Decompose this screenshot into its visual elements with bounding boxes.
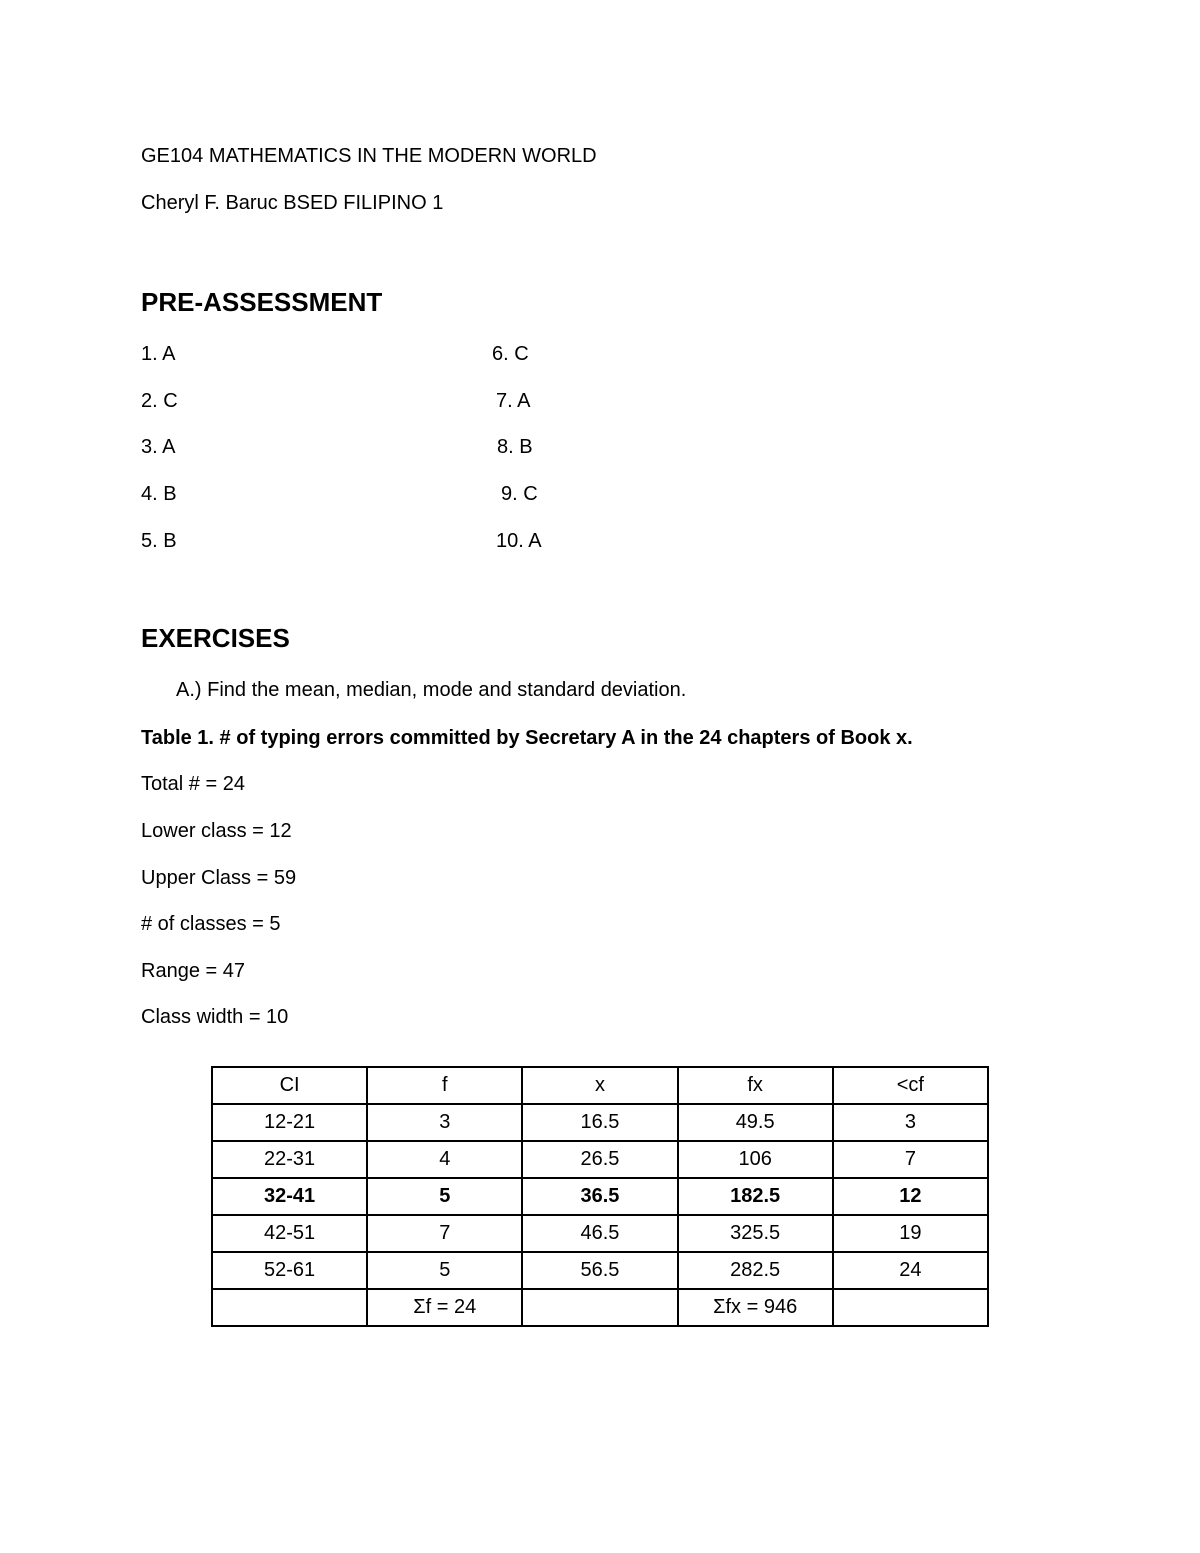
table-cell: 49.5: [678, 1104, 833, 1141]
answer-item: 7. A: [496, 390, 531, 412]
header-f: f: [367, 1067, 522, 1104]
table-row-median-class: [212, 1178, 988, 1215]
answer-item: 6. C: [492, 343, 529, 365]
table-cell: 3: [833, 1104, 988, 1141]
header-ci: CI: [212, 1067, 367, 1104]
table-row: [212, 1104, 988, 1141]
student-info: Cheryl F. Baruc BSED FILIPINO 1: [141, 192, 444, 214]
table-cell: [833, 1289, 988, 1326]
fact-line: Total # = 24: [141, 773, 245, 795]
table-row: [212, 1252, 988, 1289]
table-cell: 7: [367, 1215, 522, 1252]
table-cell: 24: [833, 1252, 988, 1289]
course-title: GE104 MATHEMATICS IN THE MODERN WORLD: [141, 145, 597, 167]
table-row: [212, 1141, 988, 1178]
table-cell: 12: [833, 1178, 988, 1215]
exercises-heading: EXERCISES: [141, 623, 290, 653]
header-fx: fx: [678, 1067, 833, 1104]
table-cell: 12-21: [212, 1104, 367, 1141]
pre-assessment-heading: PRE-ASSESSMENT: [141, 287, 383, 317]
table-cell: 26.5: [522, 1141, 677, 1178]
table-cell: 56.5: [522, 1252, 677, 1289]
fact-line: Lower class = 12: [141, 820, 292, 842]
exercise-instruction: A.) Find the mean, median, mode and standard deviation.: [176, 679, 687, 701]
answer-item: 5. B: [141, 530, 177, 552]
sum-fx-cell: Σfx = 946: [678, 1289, 833, 1326]
table-cell: 5: [367, 1252, 522, 1289]
table-cell: 4: [367, 1141, 522, 1178]
fact-line: Class width = 10: [141, 1006, 289, 1028]
sum-f-cell: Σf = 24: [367, 1289, 522, 1326]
header-cf: <cf: [833, 1067, 988, 1104]
table-cell: 182.5: [678, 1178, 833, 1215]
table-cell: 325.5: [678, 1215, 833, 1252]
table-cell: 16.5: [522, 1104, 677, 1141]
table-cell: 5: [367, 1178, 522, 1215]
table-row: [212, 1215, 988, 1252]
fact-line: Upper Class = 59: [141, 867, 297, 889]
table-cell: 42-51: [212, 1215, 367, 1252]
table-cell: 36.5: [522, 1178, 677, 1215]
table-cell: [212, 1289, 367, 1326]
answer-item: 9. C: [501, 483, 538, 505]
answer-item: 2. C: [141, 390, 178, 412]
table-cell: 46.5: [522, 1215, 677, 1252]
answer-item: 8. B: [497, 436, 533, 458]
fact-line: # of classes = 5: [141, 913, 281, 935]
table-header-row: [212, 1067, 988, 1104]
fact-line: Range = 47: [141, 960, 245, 982]
header-x: x: [522, 1067, 677, 1104]
table-cell: [522, 1289, 677, 1326]
answer-item: 4. B: [141, 483, 177, 505]
answer-item: 3. A: [141, 436, 176, 458]
table-cell: 52-61: [212, 1252, 367, 1289]
table-cell: 7: [833, 1141, 988, 1178]
frequency-table: [211, 1066, 989, 1327]
answer-item: 1. A: [141, 343, 176, 365]
table-cell: 32-41: [212, 1178, 367, 1215]
table-cell: 3: [367, 1104, 522, 1141]
table-totals-row: [212, 1289, 988, 1326]
table-cell: 282.5: [678, 1252, 833, 1289]
table-cell: 19: [833, 1215, 988, 1252]
table-caption: Table 1. # of typing errors committed by Secretary A in the 24 chapters of Book x.: [141, 727, 913, 749]
table-cell: 22-31: [212, 1141, 367, 1178]
table-cell: 106: [678, 1141, 833, 1178]
answer-item: 10. A: [496, 530, 542, 552]
